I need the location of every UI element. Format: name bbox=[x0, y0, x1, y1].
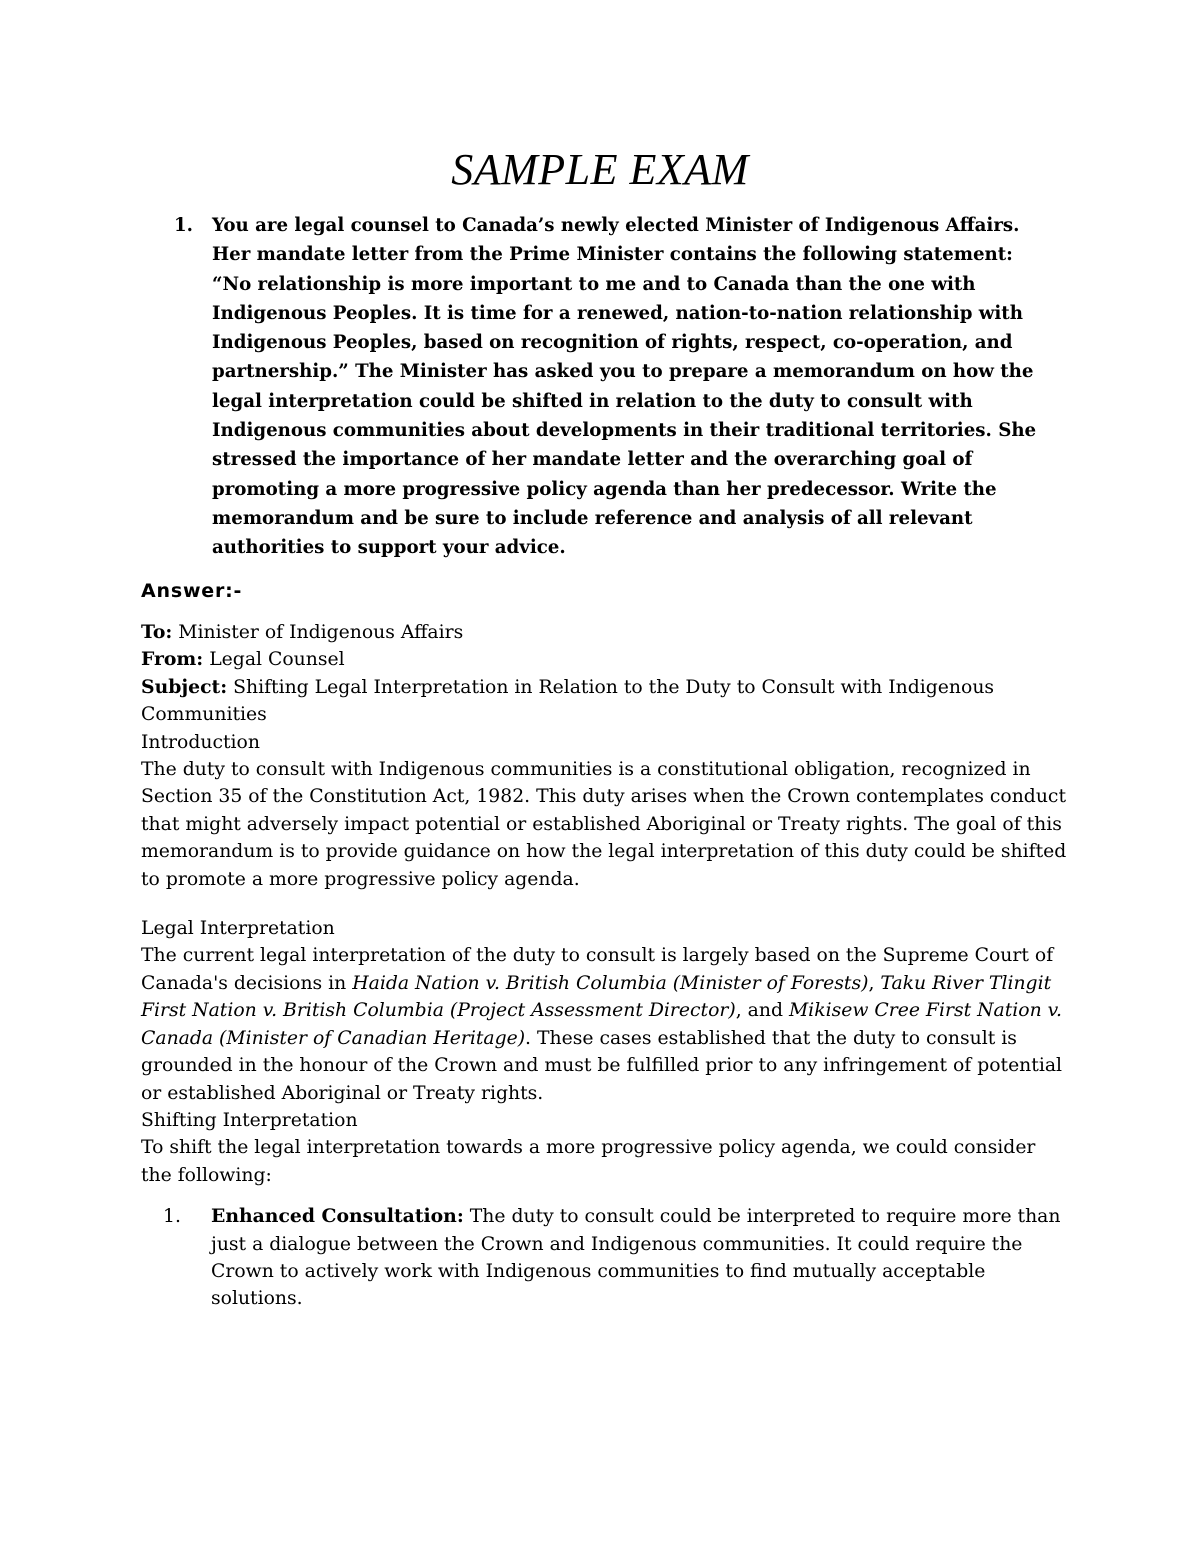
separator-2: , and bbox=[735, 1000, 789, 1022]
separator-1: , bbox=[868, 972, 881, 994]
intro-heading: Introduction bbox=[141, 731, 260, 753]
list-item-number: 1. bbox=[163, 1206, 181, 1228]
memo-subject-label: Subject: bbox=[141, 675, 228, 698]
legal-text-2: . These cases established that the duty to consult is grounded in the honour of the Crown and must be fulfilled prior to any infringement of potential or established Aboriginal or Treaty rights. bbox=[141, 1027, 1063, 1104]
memo-from-label: From: bbox=[141, 648, 204, 671]
shift-list bbox=[141, 1203, 1071, 1313]
list-item-text: The duty to consult could be interpreted to require more than just a dialogue between the Crown and Indigenous communities. It could require the Crown to actively work with Indigenous communities to find mutually acceptable solutions. bbox=[211, 1206, 1061, 1310]
case-haida: Haida Nation v. British Columbia (Minister of Forests) bbox=[352, 972, 869, 994]
memo-to-label: To: bbox=[141, 621, 173, 643]
legal-heading: Legal Interpretation bbox=[141, 918, 335, 940]
memo-from-value: Legal Counsel bbox=[203, 649, 345, 671]
exam-title: SAMPLE EXAM bbox=[451, 145, 749, 194]
memo-to-value: Minister of Indigenous Affairs bbox=[172, 622, 464, 643]
memo-from-line bbox=[141, 646, 1071, 673]
memo-subject-line bbox=[141, 674, 1071, 729]
memo-subject-value: Shifting Legal Interpretation in Relation to the Duty to Consult with Indigenous Communities bbox=[141, 676, 995, 726]
question-text: You are legal counsel to Canada’s newly elected Minister of Indigenous Affairs. Her mandate letter from the Prime Minister contains the following statement: “No relationship is more important to me and to Canada than the one with Indigenous Peoples. It is time for a renewed, nation-to-nation relationship with Indigenous Peoples, based on recognition of rights, respect, co-operation, and partnership.” The Minister has asked you to prepare a memorandum on how the legal interpretation could be shifted in relation to the duty to consult with Indigenous communities about developments in their traditional territories. She stressed the importance of her mandate letter and the overarching goal of promoting a more progressive policy agenda than her predecessor. Write the memorandum and be sure to include reference and analysis of all relevant authorities to support your advice. bbox=[212, 215, 1037, 559]
case-mikisew: Mikisew Cree First Nation v. Canada (Minister of Canadian Heritage) bbox=[141, 1000, 1063, 1049]
question-number: 1. bbox=[174, 215, 193, 236]
memorandum bbox=[141, 619, 1071, 1313]
list-item bbox=[141, 1203, 1071, 1313]
memo-to-line bbox=[141, 619, 1071, 646]
answer-label: Answer:- bbox=[141, 580, 243, 602]
case-taku-river: Taku River Tlingit First Nation v. British Columbia (Project Assessment Director) bbox=[141, 972, 1052, 1022]
legal-text-1: The current legal interpretation of the duty to consult is largely based on the Supreme Court of Canada's decisions in bbox=[141, 945, 1054, 994]
shift-paragraph: To shift the legal interpretation towards a more progressive policy agenda, we could consider the following: bbox=[141, 1137, 1036, 1186]
exam-question bbox=[174, 211, 1054, 563]
legal-paragraph bbox=[141, 942, 1071, 1106]
intro-paragraph: The duty to consult with Indigenous communities is a constitutional obligation, recognized in Section 35 of the Constitution Act, 1982. This duty arises when the Crown contemplates conduct that might adversely impact potential or established Aboriginal or Treaty rights. The goal of this memorandum is to provide guidance on how the legal interpretation of this duty could be shifted to promote a more progressive policy agenda. bbox=[141, 759, 1067, 890]
shift-heading: Shifting Interpretation bbox=[141, 1109, 358, 1131]
list-item-title: Enhanced Consultation: bbox=[211, 1205, 464, 1228]
